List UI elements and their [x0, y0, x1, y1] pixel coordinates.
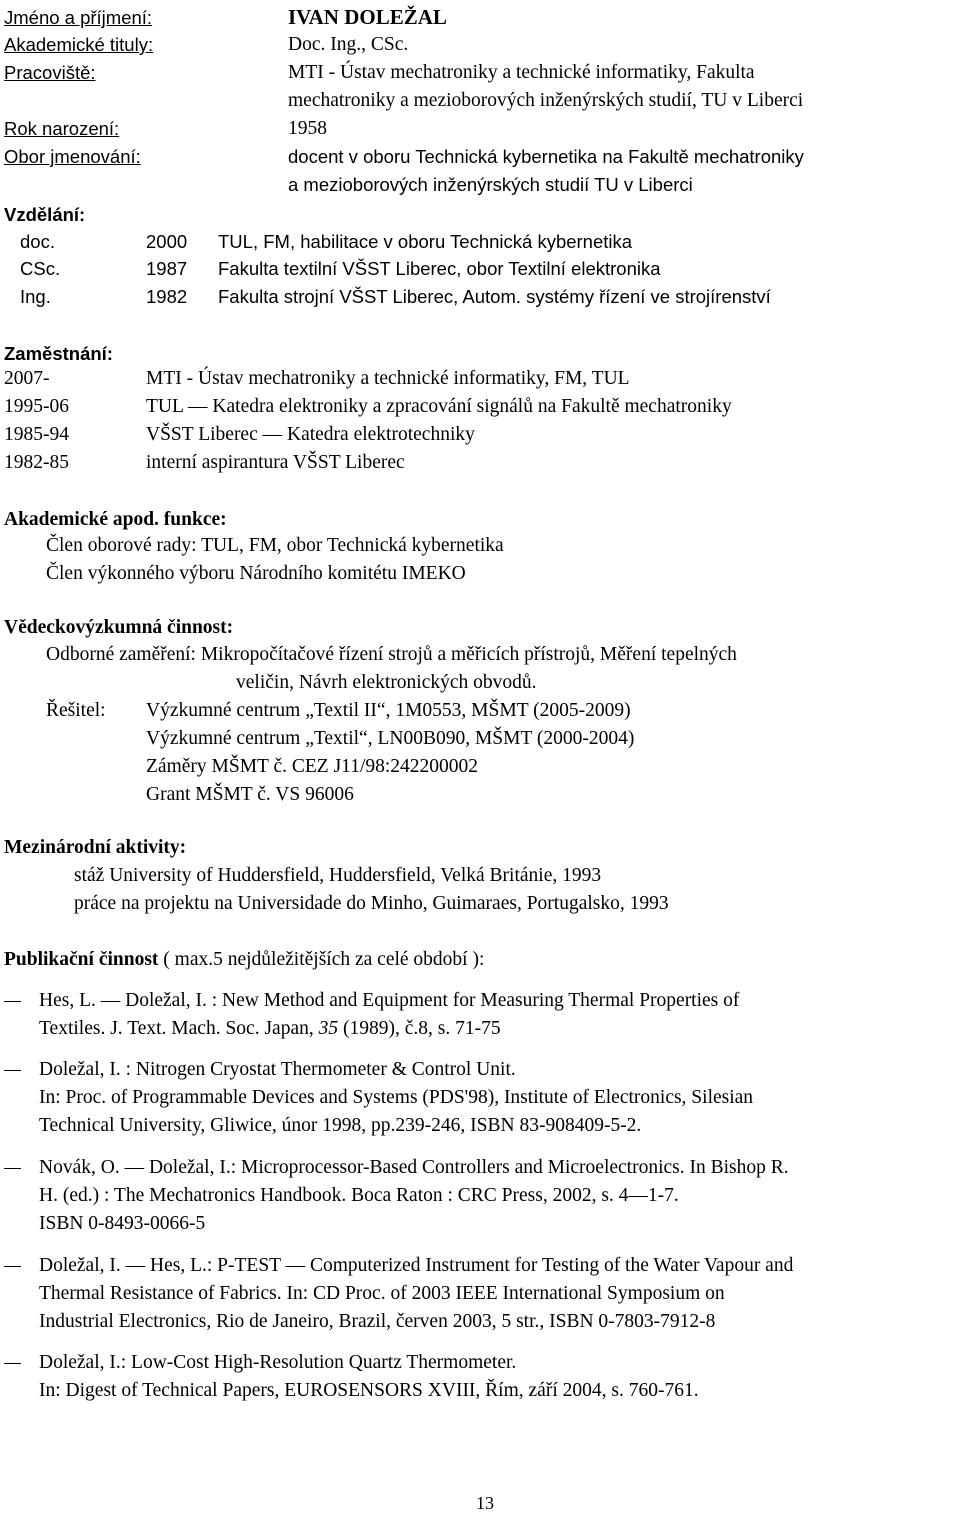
international-item: práce na projektu na Universidade do Minho, Guimaraes, Portugalsko, 1993 [74, 893, 669, 914]
education-year: 1982 [146, 286, 188, 307]
appointment-line-2: a mezioborových inženýrských studií TU v Liberci [288, 174, 693, 195]
birth-label: Rok narození: [4, 118, 120, 139]
publication-line: Thermal Resistance of Fabrics. In: CD Proc. of 2003 IEEE International Symposium on [39, 1283, 725, 1304]
bullet-dash-icon [4, 1168, 21, 1169]
employment-period: 1985-94 [4, 424, 69, 445]
publication-line: Doležal, I.: Low-Cost High-Resolution Quartz Thermometer. [39, 1352, 517, 1373]
bullet-dash-icon [4, 1001, 21, 1002]
publication-line: Industrial Electronics, Rio de Janeiro, Brazil, červen 2003, 5 str., ISBN 0-7803-7912-8 [39, 1311, 716, 1332]
bullet-dash-icon [4, 1266, 21, 1267]
employment-text: interní aspirantura VŠST Liberec [146, 452, 405, 473]
academic-functions-heading: Akademické apod. funkce: [4, 509, 227, 530]
publication-line: ISBN 0-8493-0066-5 [39, 1213, 206, 1234]
research-focus-line-2: veličin, Návrh elektronických obvodů. [236, 672, 537, 693]
project-item: Záměry MŠMT č. CEZ J11/98:242200002 [146, 756, 479, 777]
birth-value: 1958 [288, 118, 327, 139]
employment-period: 2007- [4, 368, 50, 389]
publication-volume: 35 [318, 1018, 339, 1039]
publication-line: Technical University, Gliwice, únor 1998, pp.239-246, ISBN 83-908409-5-2. [39, 1115, 642, 1136]
appointment-line-1: docent v oboru Technická kybernetika na Fakultě mechatroniky [288, 146, 804, 167]
employment-period: 1995-06 [4, 396, 69, 417]
solver-label: Řešitel: [46, 700, 106, 721]
publication-line: H. (ed.) : The Mechatronics Handbook. Boca Raton : CRC Press, 2002, s. 4—1-7. [39, 1185, 679, 1206]
employment-text: TUL — Katedra elektroniky a zpracování signálů na Fakultě mechatroniky [146, 396, 732, 417]
education-text: Fakulta textilní VŠST Liberec, obor Textilní elektronika [218, 258, 661, 279]
research-heading: Vědeckovýzkumná činnost: [4, 617, 234, 638]
page-number: 13 [476, 1493, 494, 1513]
employment-heading: Zaměstnání: [4, 343, 113, 364]
education-degree: doc. [20, 231, 55, 252]
name-value: IVAN DOLEŽAL [288, 5, 447, 29]
publication-line: In: Proc. of Programmable Devices and Systems (PDS'98), Institute of Electronics, Silesian [39, 1087, 754, 1108]
employment-text: MTI - Ústav mechatroniky a technické informatiky, FM, TUL [146, 368, 630, 389]
education-degree: CSc. [20, 258, 61, 279]
titles-label: Akademické tituly: [4, 34, 154, 55]
education-year: 1987 [146, 258, 188, 279]
publications-heading-rest: ( max.5 nejdůležitějších za celé období ): [158, 949, 485, 970]
academic-function-item: Člen oborové rady: TUL, FM, obor Technická kybernetika [46, 535, 504, 556]
publication-line: In: Digest of Technical Papers, EUROSENSORS XVIII, Řím, září 2004, s. 760-761. [39, 1380, 699, 1401]
bullet-dash-icon [4, 1363, 21, 1364]
name-label: Jméno a příjmení: [4, 7, 153, 28]
publications-heading-bold: Publikační činnost [4, 949, 159, 970]
publication-line: Doležal, I. — Hes, L.: P-TEST — Computerized Instrument for Testing of the Water Vapour and [39, 1255, 794, 1276]
international-heading: Mezinárodní aktivity: [4, 837, 187, 858]
project-item: Grant MŠMT č. VS 96006 [146, 784, 354, 805]
publication-line: Doležal, I. : Nitrogen Cryostat Thermometer & Control Unit. [39, 1059, 516, 1080]
project-item: Výzkumné centrum „Textil II“, 1M0553, MŠMT (2005-2009) [146, 700, 631, 721]
academic-function-item: Člen výkonného výboru Národního komitétu IMEKO [46, 563, 466, 584]
workplace-line-2: mechatroniky a mezioborových inženýrských studií, TU v Liberci [288, 90, 804, 111]
appointment-label: Obor jmenování: [4, 146, 141, 167]
education-text: TUL, FM, habilitace v oboru Technická kybernetika [218, 231, 633, 252]
publications-heading [4, 946, 484, 974]
titles-value: Doc. Ing., CSc. [288, 34, 409, 55]
publication-text: Textiles. J. Text. Mach. Soc. Japan, [39, 1018, 319, 1039]
international-item: stáž University of Huddersfield, Huddersfield, Velká Británie, 1993 [74, 865, 602, 886]
education-text: Fakulta strojní VŠST Liberec, Autom. systémy řízení ve strojírenství [218, 286, 771, 307]
workplace-label: Pracoviště: [4, 62, 96, 83]
publication-line: Novák, O. — Doležal, I.: Microprocessor-Based Controllers and Microelectronics. In Bishop R. [39, 1157, 789, 1178]
education-heading: Vzdělání: [4, 204, 86, 225]
research-focus-line-1: Odborné zaměření: Mikropočítačové řízení strojů a měřicích přístrojů, Měření tepelných [46, 644, 737, 665]
project-item: Výzkumné centrum „Textil“, LN00B090, MŠMT (2000-2004) [146, 728, 635, 749]
workplace-line-1: MTI - Ústav mechatroniky a technické informatiky, Fakulta [288, 62, 755, 83]
publication-text: (1989), č.8, s. 71-75 [338, 1018, 501, 1039]
education-year: 2000 [146, 231, 188, 252]
employment-text: VŠST Liberec — Katedra elektrotechniky [146, 424, 475, 445]
employment-period: 1982-85 [4, 452, 69, 473]
publication-line [39, 1015, 501, 1043]
publication-line: Hes, L. — Doležal, I. : New Method and Equipment for Measuring Thermal Properties of [39, 990, 740, 1011]
bullet-dash-icon [4, 1070, 21, 1071]
education-degree: Ing. [20, 286, 51, 307]
